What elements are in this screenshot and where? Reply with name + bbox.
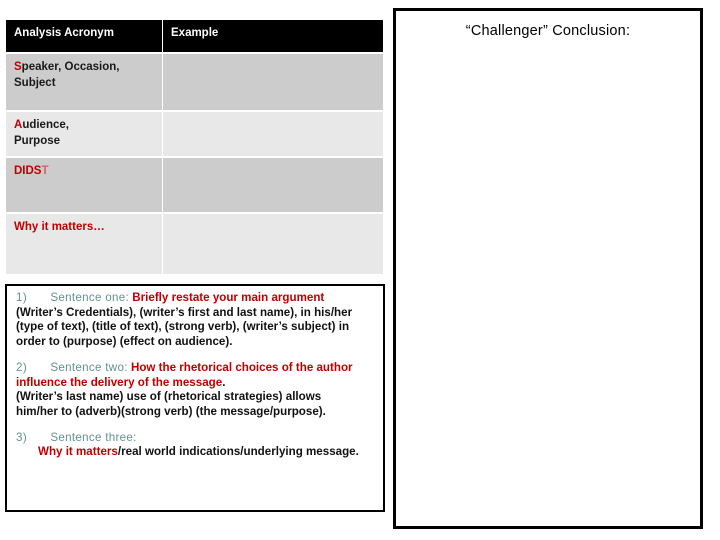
frame-three-label: Sentence three: <box>50 430 137 444</box>
frame-one-line-2: (type of text), (title of text), (strong verb), (writer’s subject) in <box>16 320 350 334</box>
acronym-capital-letter: A <box>14 119 23 131</box>
conclusion-title: “Challenger” Conclusion: <box>465 23 631 39</box>
table-row <box>6 214 383 274</box>
frame-three-highlight: Why it matters <box>38 445 118 459</box>
acronym-why-it-matters: Why it matters… <box>14 221 105 233</box>
frame-two-line-2: him/her to (adverb)(strong verb) (the message/purpose). <box>16 405 326 419</box>
challenger-conclusion-panel <box>393 8 703 529</box>
sentence-frame-three <box>16 431 377 460</box>
frame-three-number: 3) <box>16 430 28 444</box>
acronym-cell-soaps <box>6 54 162 110</box>
frame-one-line-3: order to (purpose) (effect on audience). <box>16 335 233 349</box>
column-header-example: Example <box>163 20 383 52</box>
frame-two-number: 2) <box>16 360 28 374</box>
column-header-analysis-acronym: Analysis Acronym <box>6 20 162 52</box>
example-cell[interactable] <box>163 112 383 156</box>
acronym-cell-why-it-matters <box>6 214 162 274</box>
example-cell[interactable] <box>163 54 383 110</box>
table-row <box>6 158 383 212</box>
sentence-frames-box <box>5 284 385 512</box>
example-cell[interactable] <box>163 214 383 274</box>
acronym-cell-audience-purpose <box>6 112 162 156</box>
acronym-line-2: Purpose <box>14 134 61 147</box>
acronym-cell-didst <box>6 158 162 212</box>
frame-two-highlight-line-2: influence the delivery of the message <box>16 375 223 389</box>
example-cell[interactable] <box>163 158 383 212</box>
sentence-frame-one <box>16 291 377 350</box>
frame-two-label: Sentence two: <box>50 360 128 374</box>
table-header-row <box>6 20 383 52</box>
frame-two-highlight-line-1: How the rhetorical choices of the author <box>130 360 353 374</box>
frame-three-rest: /real world indications/underlying message. <box>117 445 359 459</box>
acronym-line-2: Subject <box>14 76 56 89</box>
frame-three-content <box>16 445 377 460</box>
table-row <box>6 54 383 110</box>
analysis-acronym-table <box>5 18 384 276</box>
frame-one-number: 1) <box>16 291 28 304</box>
table-row <box>6 112 383 156</box>
sentence-frame-two <box>16 361 377 420</box>
frame-one-line-1: (Writer’s Credentials), (writer’s first and last name), in his/her <box>16 305 353 319</box>
acronym-capital-letter: S <box>14 61 22 73</box>
frame-one-label: Sentence one: <box>50 291 130 304</box>
acronym-didst-trailing: T <box>41 165 49 177</box>
frame-two-line-1: (Writer’s last name) use of (rhetorical strategies) allows <box>16 390 322 404</box>
acronym-line-1: udience, <box>22 119 69 131</box>
frame-one-highlight: Briefly restate your main argument <box>132 291 325 304</box>
acronym-didst-main: DIDS <box>14 165 42 177</box>
acronym-line-1: peaker, Occasion, <box>21 61 120 73</box>
frame-two-highlight-tail: . <box>222 375 226 389</box>
